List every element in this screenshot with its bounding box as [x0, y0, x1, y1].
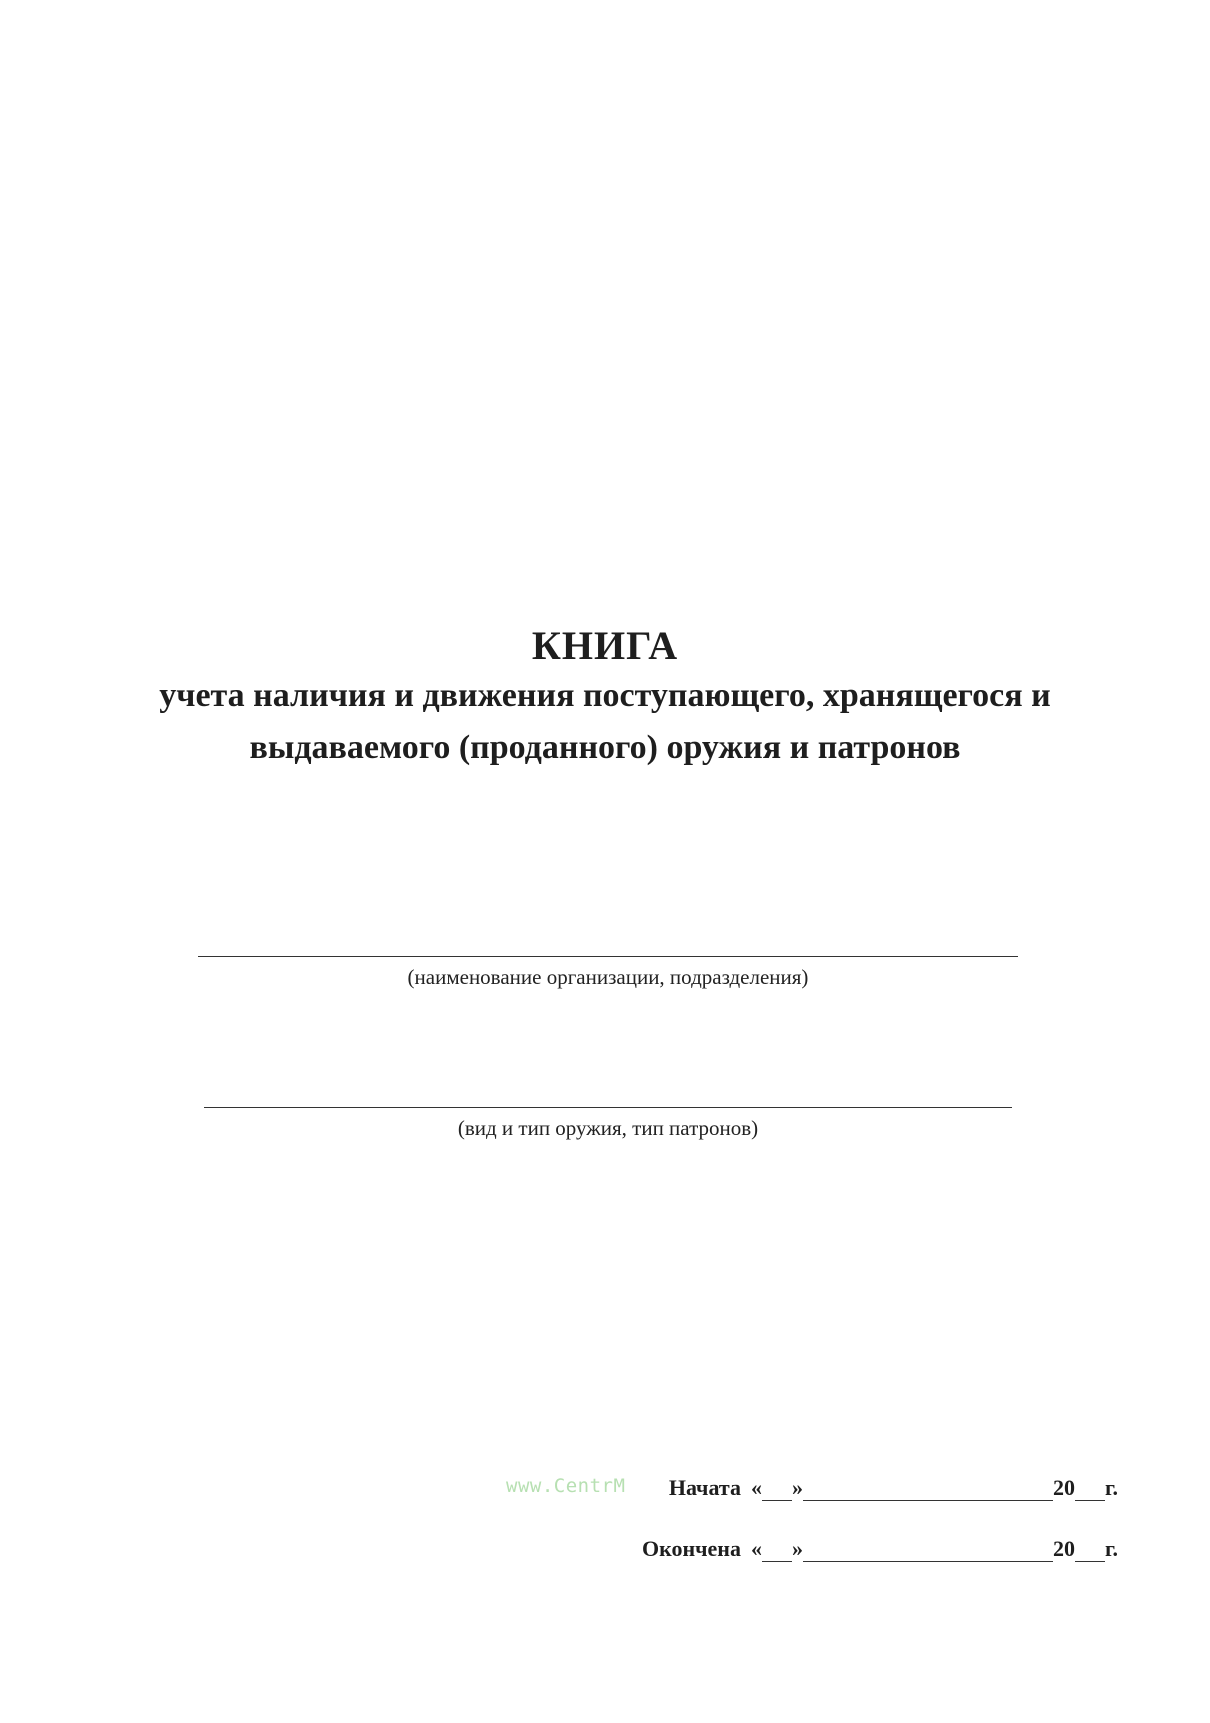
start-date-label: Начата [668, 1475, 741, 1500]
start-year-suffix: г. [1104, 1475, 1118, 1500]
weapon-caption: (вид и тип оружия, тип патронов) [457, 1116, 759, 1140]
end-year-blank [1075, 1543, 1105, 1562]
end-open-quote: « [750, 1536, 762, 1561]
end-date-row [642, 1532, 1118, 1562]
start-year-blank [1075, 1482, 1105, 1501]
start-date-row [669, 1471, 1118, 1501]
weapon-field [204, 1107, 1012, 1141]
end-year-suffix: г. [1104, 1536, 1118, 1561]
end-date-label: Окончена [641, 1536, 741, 1561]
start-century: 20 [1052, 1475, 1075, 1500]
watermark: www.CentrM [506, 1475, 626, 1497]
document-subtitle-line-2: выдаваемого (проданного) оружия и патронов [249, 729, 961, 766]
document-subtitle-line-1: учета наличия и движения поступающего, хранящегося и [159, 677, 1051, 714]
end-close-quote: » [791, 1536, 803, 1561]
start-day-blank [762, 1482, 792, 1501]
organization-field [198, 956, 1018, 990]
title-block [0, 622, 1210, 774]
end-day-blank [762, 1543, 792, 1562]
start-month-blank [803, 1482, 1053, 1501]
start-open-quote: « [750, 1475, 762, 1500]
weapon-blank-line [204, 1107, 1012, 1108]
end-month-blank [803, 1543, 1053, 1562]
organization-blank-line [198, 956, 1018, 957]
document-title: КНИГА [531, 623, 679, 668]
end-century: 20 [1052, 1536, 1075, 1561]
start-close-quote: » [791, 1475, 803, 1500]
organization-caption: (наименование организации, подразделения) [407, 965, 809, 989]
